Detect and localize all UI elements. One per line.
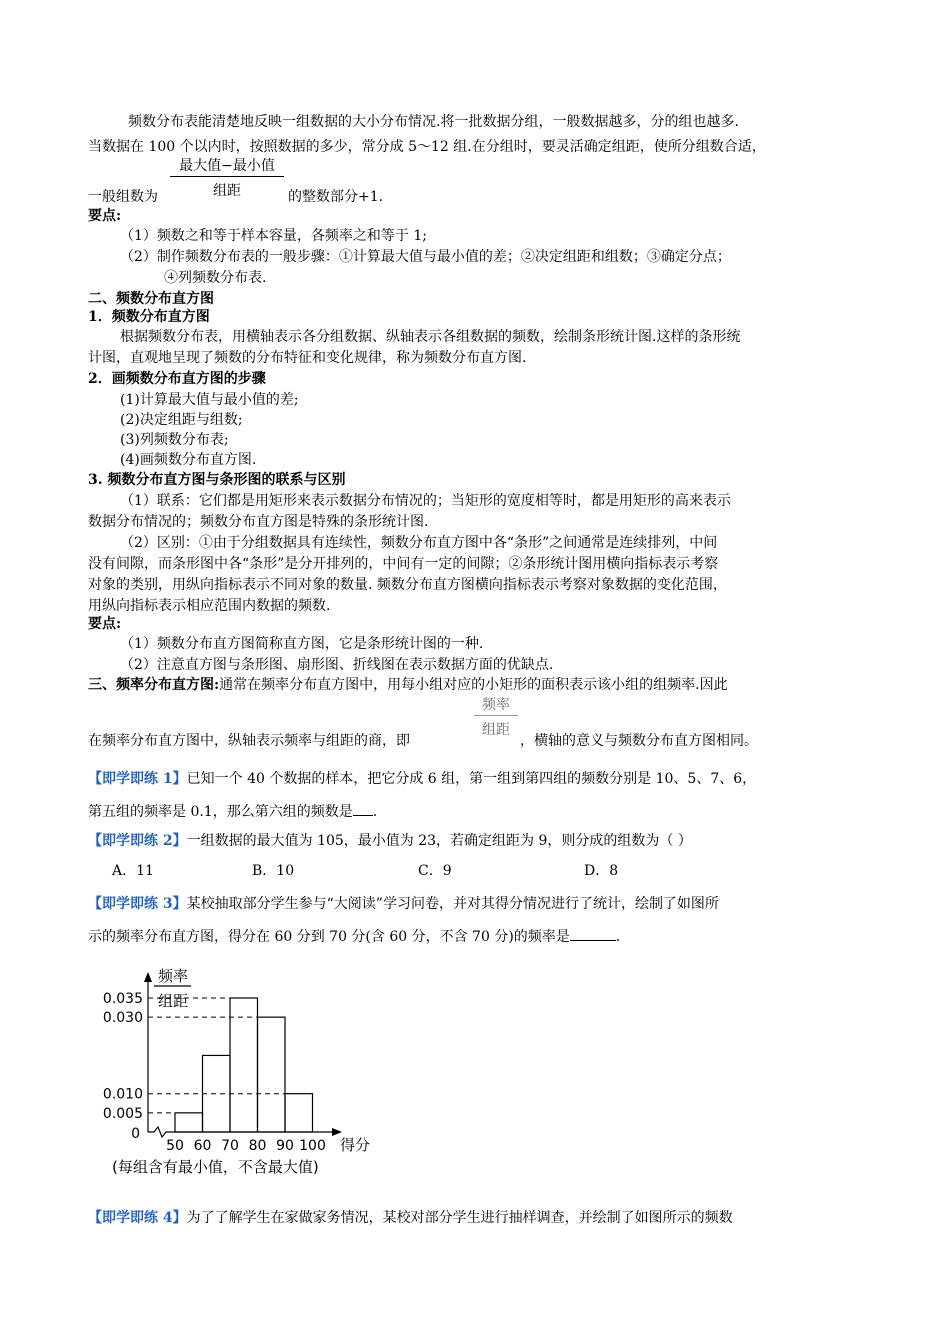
keypoints-title: 要点: — [88, 208, 122, 224]
histogram-bars — [175, 998, 313, 1132]
section-heading: 三、频率分布直方图: — [88, 677, 220, 693]
origin-label: 0 — [131, 1126, 140, 1142]
keypoints-title: 要点: — [88, 616, 122, 632]
paragraph-line: 用纵向指标表示相应范围内数据的频数. — [88, 598, 331, 614]
keypoint-item: （1）频数分布直方图简称直方图，它是条形统计图的一种. — [120, 636, 484, 652]
histogram-caption: (每组含有最小值，不含最大值) — [112, 1158, 319, 1176]
frequency-histogram — [90, 962, 390, 1184]
exercise-1-line-2: 第五组的频率是 0.1，那么第六组的频数是 . — [88, 801, 377, 822]
x-tick-label: 90 — [276, 1138, 294, 1154]
option-a: A．11 — [112, 863, 154, 879]
section-heading: 二、频数分布直方图 — [88, 291, 214, 307]
y-tick-label: 0.030 — [102, 1010, 143, 1027]
keypoint-item: （2）注意直方图与条形图、扇形图、折线图在表示数据方面的优缺点. — [120, 657, 554, 673]
x-tick-label: 100 — [299, 1138, 326, 1154]
fraction-denominator: 组距 — [482, 722, 510, 738]
x-axis — [148, 1127, 338, 1137]
y-axis-arrow — [144, 972, 152, 982]
paragraph-line: （1）联系：它们都是用矩形来表示数据分布情况的；当矩形的宽度相等时，都是用矩形的高来表示 — [120, 493, 731, 509]
intro-line-3-suffix: 的整数部分+1. — [288, 189, 384, 205]
keypoint-item: ④列频数分布表. — [164, 270, 267, 286]
subsection-heading: 2．画频数分布直方图的步骤 — [88, 371, 266, 387]
paragraph-line: 计图，直观地呈现了频数的分布特征和变化规律，称为频数分布直方图. — [88, 350, 527, 366]
paragraph-line: 数据分布情况的；频数分布直方图是特殊的条形统计图. — [88, 514, 429, 530]
paragraph-line: 对象的类别，用纵向指标表示不同对象的数量. 频数分布直方图横向指标表示考察对象数据的变化范围， — [88, 577, 727, 593]
exercise-1-line-1: 【即学即练 1】已知一个 40 个数据的样本，把它分成 6 组，第一组到第四组的频数分别是 10、5、7、6， — [88, 771, 757, 787]
x-axis-label: 得分 — [340, 1136, 371, 1154]
keypoint-item: （2）制作频数分布表的一般步骤：①计算最大值与最小值的差；②决定组距和组数；③确定分点； — [120, 249, 731, 265]
fraction-numerator: 最大值−最小值 — [170, 156, 284, 177]
y-tick-label: 0.010 — [102, 1086, 143, 1103]
exercise-tag: 【即学即练 3】 — [88, 896, 187, 912]
paragraph-line: 没有间隙，而条形图中各“条形”是分开排列的，中间有一定的间隙；②条形统计图用横向指标表示考察 — [88, 556, 719, 572]
exercise-tag: 【即学即练 1】 — [88, 771, 187, 787]
step-item: (1)计算最大值与最小值的差; — [120, 392, 299, 408]
step-item: (3)列频数分布表; — [120, 432, 229, 448]
x-tick-label: 80 — [248, 1138, 267, 1154]
subsection-heading: 3. 频数分布直方图与条形图的联系与区别 — [88, 472, 346, 488]
histogram-bar — [230, 998, 258, 1132]
section-3-text: 通常在频率分布直方图中，用每小组对应的小矩形的面积表示该小组的组频率.因此 — [219, 677, 728, 693]
y-tick-label: 0.005 — [102, 1105, 143, 1122]
paragraph-line: 根据频数分布表，用横轴表示各分组数据、纵轴表示各组数据的频数，绘制条形统计图.这样的条形统 — [120, 329, 741, 345]
section-3-line-2-suffix: ，横轴的意义与频数分布直方图相同。 — [520, 733, 758, 749]
group-count-fraction — [170, 156, 284, 201]
histogram-bar — [258, 1017, 286, 1132]
x-tick-labels — [166, 1138, 326, 1154]
intro-line-2: 当数据在 100 个以内时，按照数据的多少，常分成 5～12 组.在分组时，要灵活确定组距，使所分组数合适， — [88, 139, 766, 155]
histogram-bar — [285, 1094, 313, 1132]
y-axis-label-denominator: 组距 — [157, 992, 189, 1010]
histogram-bar — [175, 1113, 203, 1132]
fraction-numerator: 频率 — [474, 695, 518, 716]
paragraph-line: （2）区别：①由于分组数据具有连续性，频数分布直方图中各“条形”之间通常是连续排列，中间 — [120, 535, 718, 551]
subsection-heading: 1．频数分布直方图 — [88, 309, 210, 325]
exercise-tag: 【即学即练 4】 — [88, 1210, 187, 1226]
answer-blank[interactable] — [570, 926, 616, 941]
exercise-4-line-1: 【即学即练 4】为了了解学生在家做家务情况，某校对部分学生进行抽样调查，并绘制了如图所示的频数 — [88, 1210, 733, 1226]
x-tick-label: 50 — [166, 1138, 184, 1154]
y-tick-labels — [103, 991, 143, 1122]
fraction-denominator: 组距 — [213, 183, 241, 199]
x-tick-label: 60 — [193, 1138, 212, 1154]
frequency-density-fraction — [474, 695, 518, 740]
step-item: (2)决定组距与组数; — [120, 412, 243, 428]
section-3-line-1 — [88, 675, 728, 695]
y-tick-label: 0.035 — [102, 991, 143, 1007]
exercise-2-line-1: 【即学即练 2】一组数据的最大值为 105，最小值为 23，若确定组距为 9，则分成的组数为（ ） — [88, 833, 692, 849]
exercise-tag: 【即学即练 2】 — [88, 833, 187, 849]
option-b: B．10 — [252, 863, 295, 879]
answer-blank[interactable] — [353, 801, 373, 816]
x-axis-arrow — [332, 1128, 342, 1136]
intro-line-1: 频数分布表能清楚地反映一组数据的大小分布情况.将一批数据分组，一般数据越多，分的组也越多. — [128, 114, 739, 130]
step-item: (4)画频数分布直方图. — [120, 452, 257, 468]
x-tick-label: 70 — [221, 1138, 239, 1154]
y-axis-label-numerator: 频率 — [157, 967, 189, 985]
section-3-line-2-prefix: 在频率分布直方图中，纵轴表示频率与组距的商，即 — [88, 733, 410, 749]
exercise-3-line-2: 示的频率分布直方图，得分在 60 分到 70 分(含 60 分，不含 70 分)的频率是 . — [88, 926, 620, 947]
intro-line-3-prefix: 一般组数为 — [88, 189, 158, 205]
option-c: C．9 — [418, 863, 452, 879]
keypoint-item: （1）频数之和等于样本容量，各频率之和等于 1; — [120, 228, 427, 244]
exercise-3-line-1: 【即学即练 3】某校抽取部分学生参与“大阅读”学习问卷，并对其得分情况进行了统计，绘制了如图所 — [88, 896, 719, 912]
option-d: D．8 — [584, 863, 619, 879]
